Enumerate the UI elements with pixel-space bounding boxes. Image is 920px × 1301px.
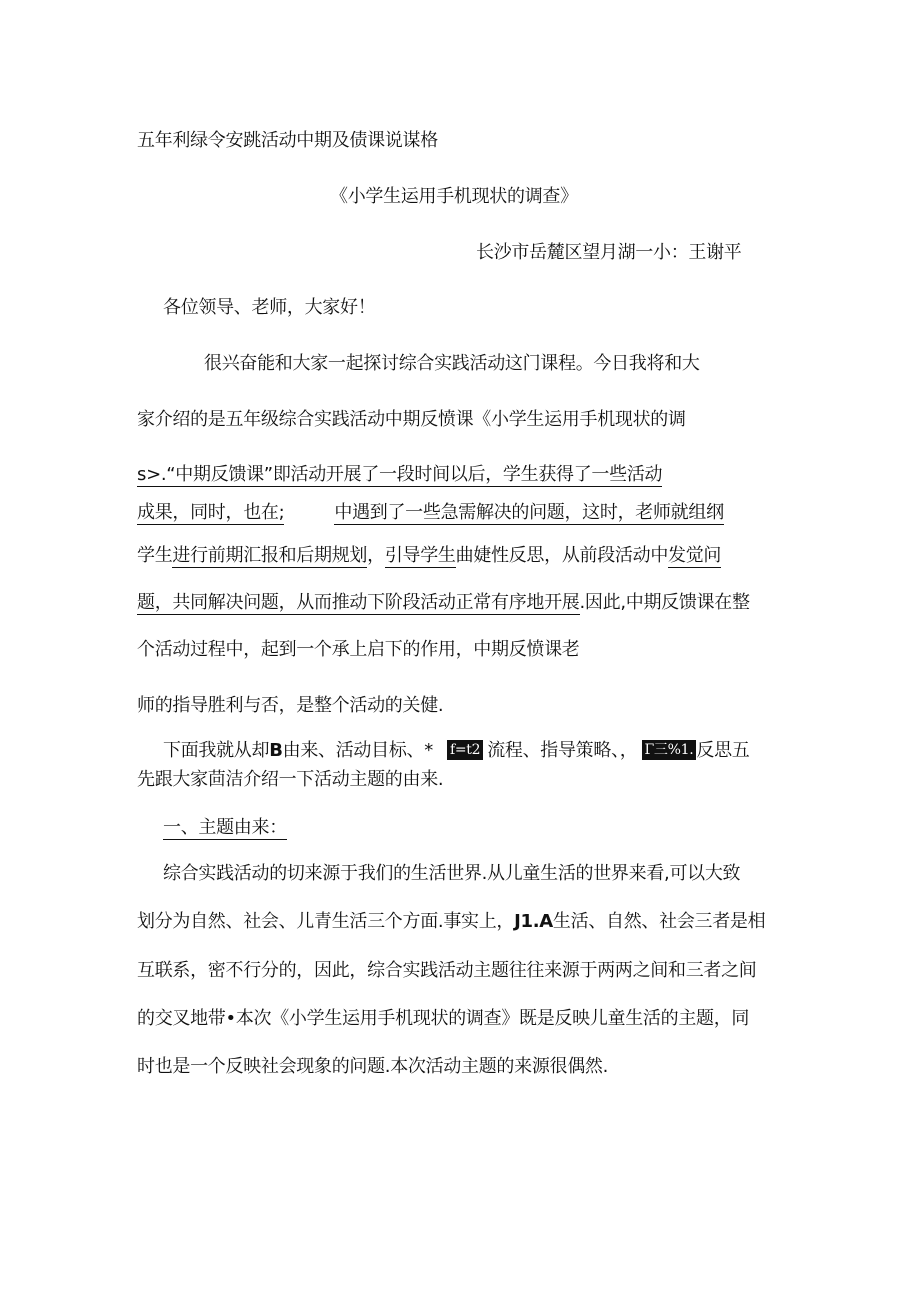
underlined-text: 中遇到了一些急需解决的问题，这时，老师就组纲: [334, 502, 724, 523]
underlined-text: 成果，同时，也在;: [137, 502, 285, 523]
paragraph-line-6: 题，共同解决问题，从而推动下阶段活动正常有序地开展.因此,中期反馈课在整: [137, 592, 750, 613]
underlined-text: 发觉问: [668, 545, 722, 566]
section-line-5: 时也是一个反映社会现象的问题.本次活动主题的来源很偶然.: [137, 1056, 609, 1077]
paragraph-line-10: 先跟大家茴洁介绍一下活动主题的由来.: [137, 769, 444, 790]
section-line-2: 划分为自然、社会、儿青生活三个方面.事实上，J1.A生活、自然、社会三者是相: [137, 911, 766, 932]
doc-author: 长沙市岳麓区望月湖一小：王谢平: [476, 242, 742, 263]
paragraph-line-1: 很兴奋能和大家一起探讨综合实践活动这门课程。今日我将和大: [204, 353, 700, 374]
black-box-label: Γ三%1.: [642, 740, 697, 760]
paragraph-line-2: 家介绍的是五年级综合实践活动中期反愤课《小学生运用手机现状的调: [137, 409, 686, 430]
paragraph-line-4: [137, 500, 724, 526]
doc-header: 五年利绿令安跳活动中期及债课说谋格: [137, 130, 438, 151]
section-line-3: 互联系，密不行分的，因此，综合实践活动主题往往来源于两两之间和三者之间: [137, 960, 757, 981]
black-box-label: f=t2: [447, 740, 483, 760]
paragraph-line-9: 下面我就从却B由来、活动目标、* f=t2 流程、指导策略、， Γ三%1. 反思五: [163, 740, 750, 761]
paragraph-line-8: 师的指导胜利与否，是整个活动的关健.: [137, 695, 444, 716]
paragraph-line-5: 学生进行前期汇报和后期规划，引导学生曲婕性反思，从前段活动中发觉问: [137, 545, 722, 566]
underlined-text: 进行前期汇报和后期规划: [172, 545, 368, 566]
paragraph-line-7: 个活动过程中，起到一个承上启下的作用，中期反愤课老: [137, 639, 580, 660]
underlined-text: 引导学生: [384, 545, 456, 566]
section-heading-1: 一、主题由来：: [163, 817, 287, 838]
paragraph-line-3: [137, 462, 662, 488]
section-line-1: 综合实践活动的切来源于我们的生活世界.从儿童生活的世界来看,可以大致: [163, 863, 741, 884]
greeting: 各位领导、老师，大家好！: [163, 297, 376, 318]
doc-title: 《小学生运用手机现状的调查》: [330, 186, 578, 207]
underlined-text: s>.“中期反馈课”即活动开展了一段时间以后，学生获得了一些活动: [137, 464, 663, 485]
section-line-4: 的交叉地带•本次《小学生运用手机现状的调查》既是反映儿童生活的主题，同: [137, 1008, 750, 1029]
underlined-text: 题，共同解决问题，从而推动下阶段活动正常有序地开展: [137, 592, 580, 613]
